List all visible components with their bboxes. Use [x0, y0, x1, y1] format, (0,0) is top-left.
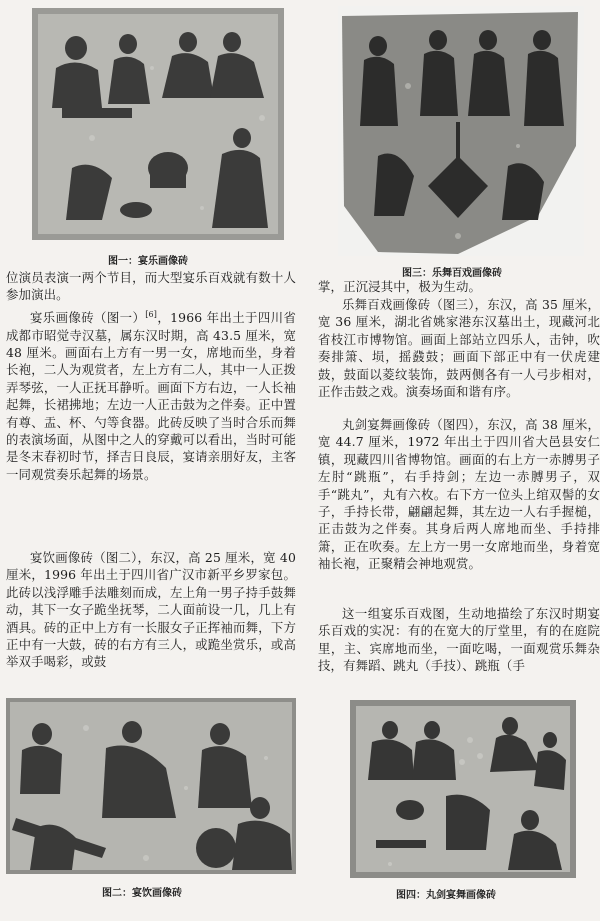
left-paragraph-3: 宴饮画像砖（图二），东汉，高 25 厘米，宽 40 厘米，1996 年出土于四川省广汉市新平乡罗家包。此砖以浅浮雕手法雕刻而成，左上角一男子持手鼓舞动，其下一女子跪坐抚琴，二人面前设一几，几上有酒具。砖的正中上方有一长服女子正挥袖而舞，下方正中有一大鼓，砖的右方有三人，或跪坐赏乐，或高举双手喝彩，或鼓: [6, 550, 296, 670]
left-paragraph-1: 位演员表演一两个节目，而大型宴乐百戏就有数十人参加演出。: [6, 270, 296, 303]
right-paragraph-2: 乐舞百戏画像砖（图三），东汉，高 35 厘米，宽 36 厘米，湖北省姚家港东汉墓出土，现藏河北省枝江市博物馆。画面上部站立四乐人，击钟，吹奏排箫、埙，摇鼗鼓；画面下部正中有一伏虎建鼓，鼓面以菱纹装饰，鼓两侧各有一人弓步相对，正作击鼓之戏。演奏场面和谐有序。: [318, 297, 600, 400]
right-paragraph-1: 掌，正沉浸其中，极为生动。: [318, 279, 482, 294]
figure-3-image: [338, 6, 584, 256]
left-paragraph-2-body: ，1966 年出土于四川省成都市昭觉寺汉墓，属东汉时期，高 43.5 厘米，宽 48 厘米。画面右上方有一男一女，席地而坐，身着长袍，二人为观赏者，左上方有二人，其中一人正拨弄琴弦，一人正抚耳静听。画面下方右边，一人长袖起舞，长裙拂地；左边一人正击鼓为之伴奏。正中置有尊、盂、杯、勺等食器。此砖反映了当时合乐而舞的表演场面，从图中之人的穿戴可以看出，当时可能是冬末春初时节，择吉日良辰，宴请亲朋好友，主客一同观赏奏乐起舞的场景。: [6, 310, 296, 482]
figure-3-caption: 图三：乐舞百戏画像砖: [402, 268, 502, 279]
figure-2-image: [6, 698, 296, 874]
figure-1-image: [32, 8, 284, 240]
right-paragraph-4: 这一组宴乐百戏图，生动地描绘了东汉时期宴乐百戏的实况：有的在宽大的厅堂里，有的在庭院里，主、宾席地而坐，一面吃喝，一面观赏乐舞杂技，有舞蹈、跳丸（手技）、跳瓶（手: [318, 606, 600, 674]
figure-4-caption: 图四：丸剑宴舞画像砖: [396, 890, 496, 901]
right-paragraph-3: 丸剑宴舞画像砖（图四），东汉，高 38 厘米，宽 44.7 厘米，1972 年出土于四川省大邑县安仁镇，现藏四川省博物馆。画面的右上方一赤膊男子左肘“跳瓶”，右手持剑；左边一赤膊男子，双手“跳丸”，丸有六枚。右下方一位头上绾双髻的女子，手持长带，翩翩起舞，其左边一人右手握槌，正击鼓为之伴奏。其身后两人席地而坐、手持排箫，正在吹奏。左上方一男一女席地而坐，身着宽袖长袍，正聚精会神地观赏。: [318, 417, 600, 572]
left-paragraph-2: [6, 306, 296, 483]
figure-2-caption: 图二：宴饮画像砖: [102, 888, 182, 899]
figure-1-caption: 图一：宴乐画像砖: [108, 256, 188, 267]
left-paragraph-2-lead: 宴乐画像砖（图一）: [30, 310, 146, 326]
citation-ref: [6]: [145, 310, 158, 319]
figure-4-image: [350, 700, 576, 878]
